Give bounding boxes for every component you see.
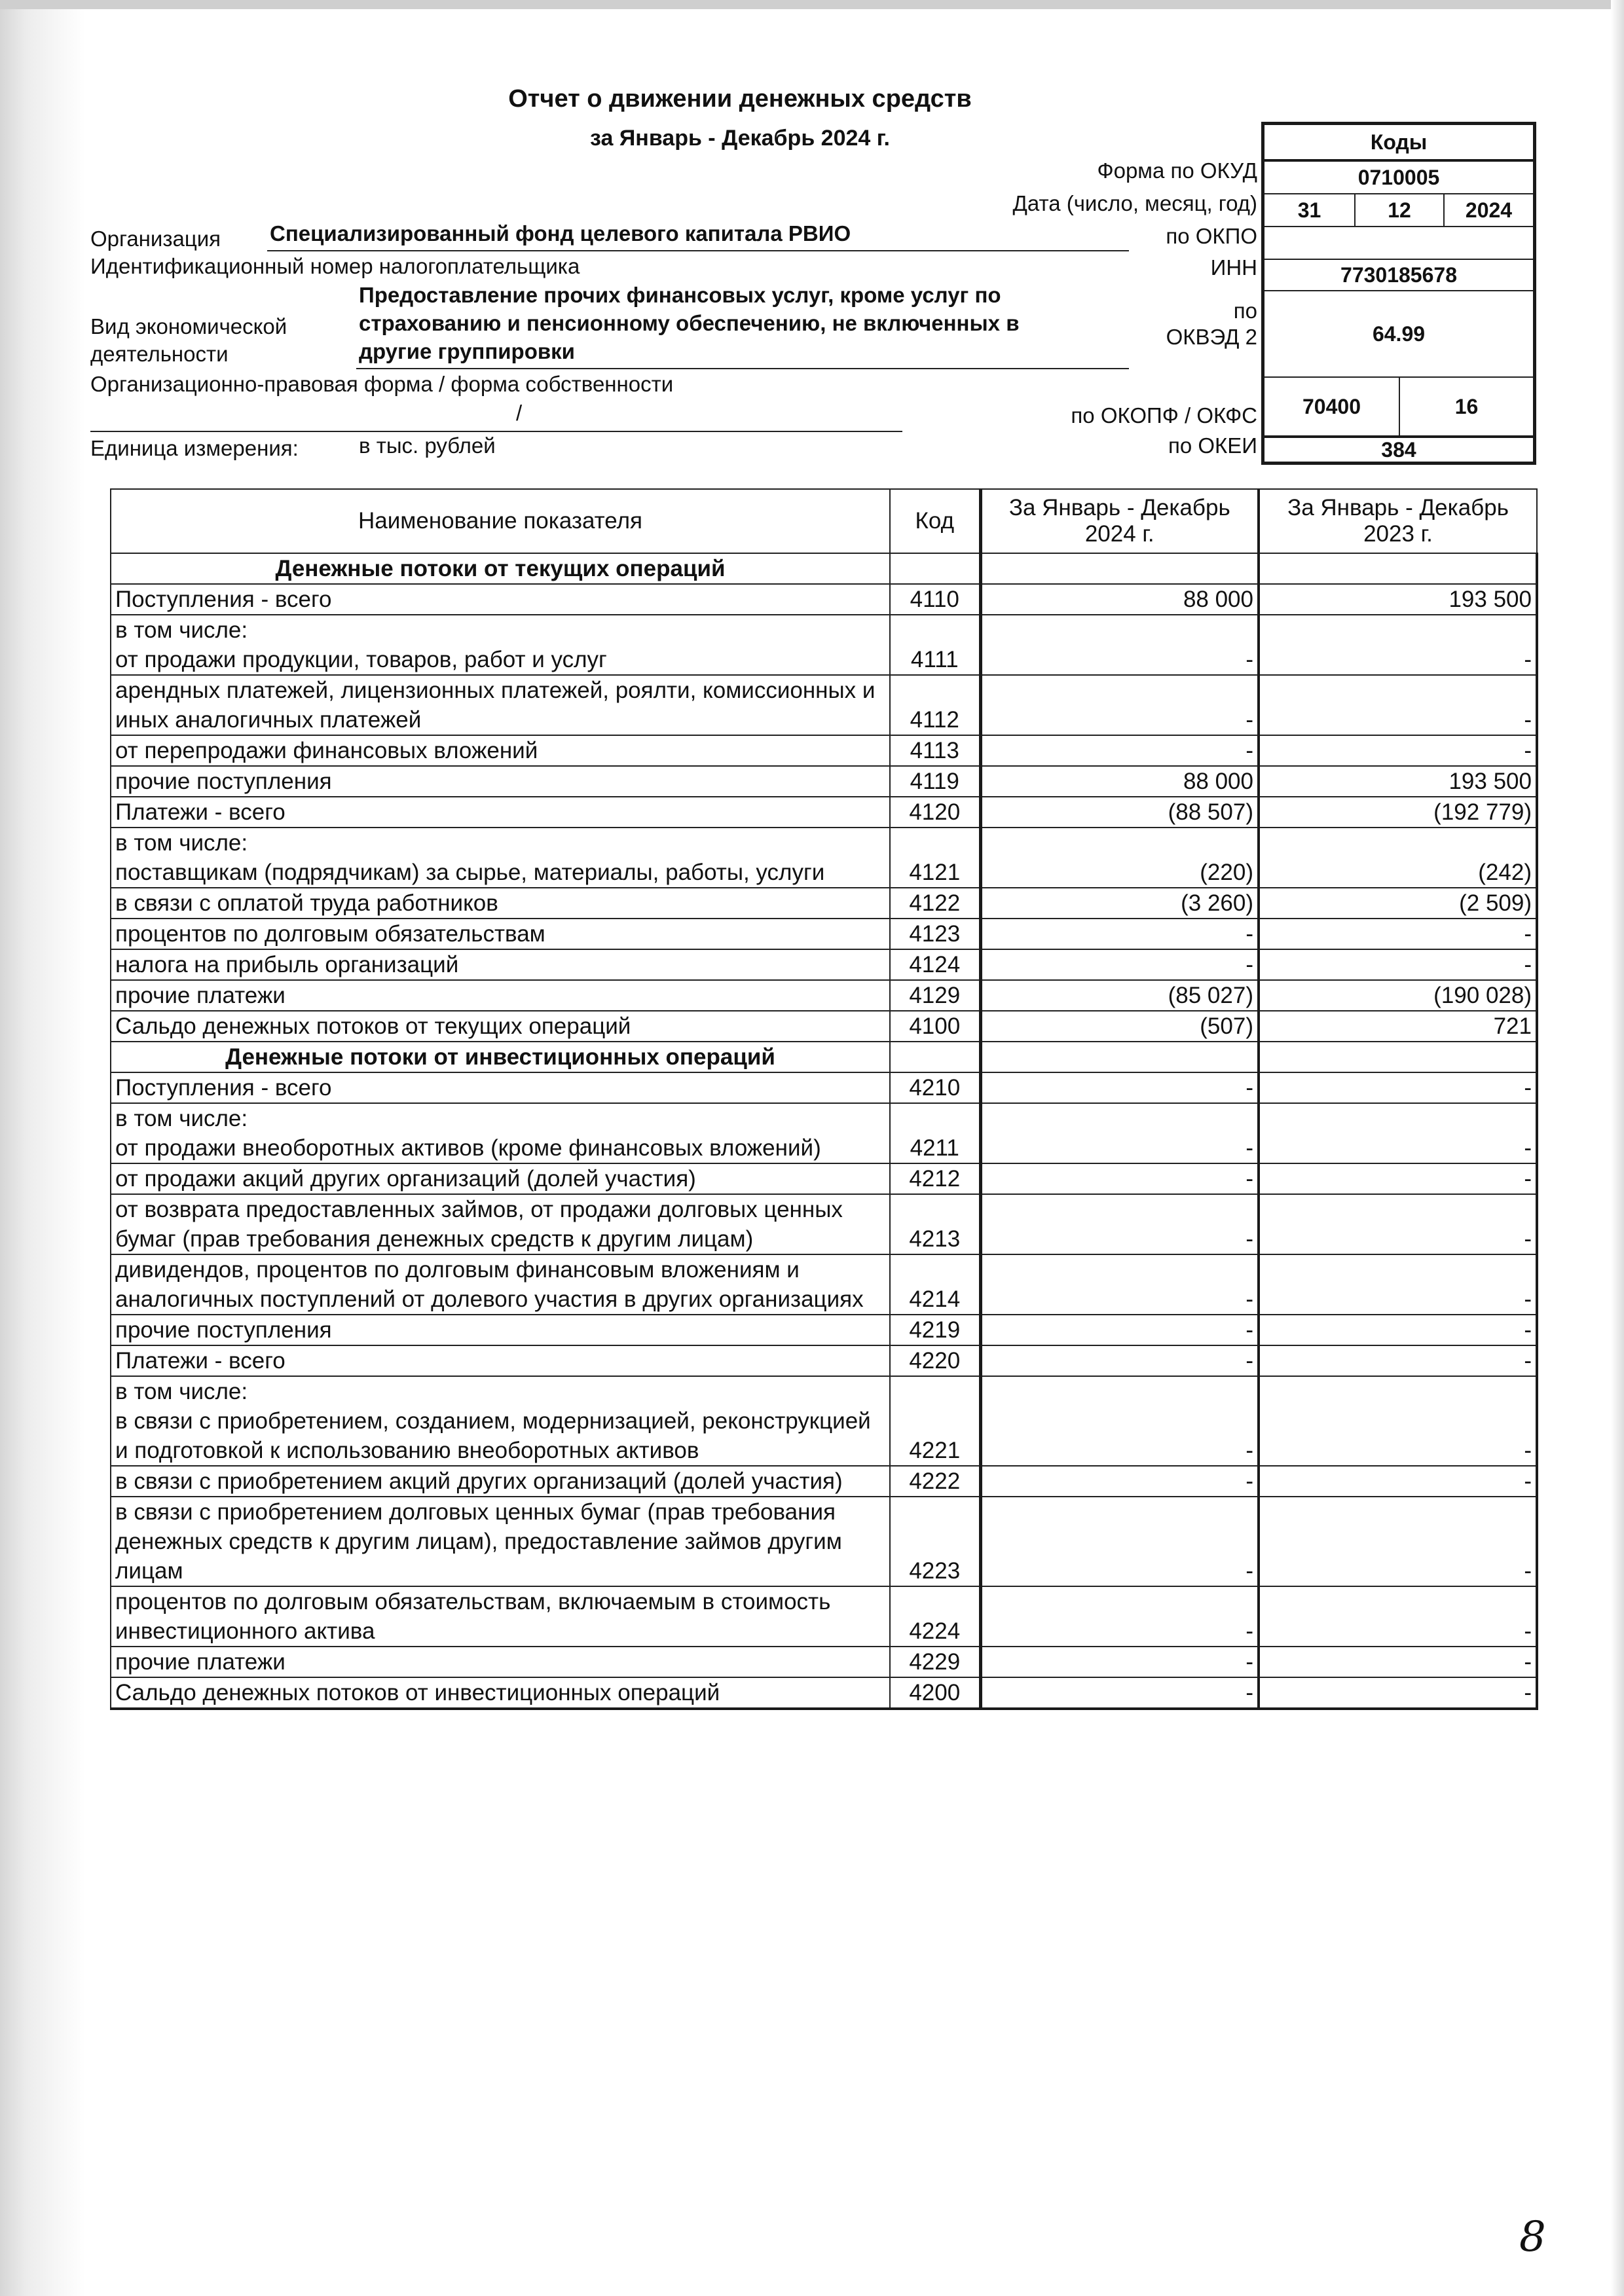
value-2023: - [1259, 1586, 1537, 1647]
row-name: от перепродажи финансовых вложений [111, 735, 890, 766]
table-row [111, 1497, 1537, 1586]
row-name: Платежи - всего [111, 797, 890, 828]
codes-box [1261, 122, 1536, 465]
row-name: Сальдо денежных потоков от текущих операций [111, 1011, 890, 1042]
row-name: в том числе: поставщикам (подрядчикам) за сырье, материалы, работы, услуги [111, 828, 890, 888]
value-2023: - [1259, 1315, 1537, 1345]
table-body [111, 553, 1537, 1709]
okud-label: Форма по ОКУД [1097, 158, 1257, 183]
value-2023: - [1259, 1345, 1537, 1376]
value-2024: - [980, 1072, 1259, 1103]
row-code: 4219 [890, 1315, 980, 1345]
value-2024: - [980, 1497, 1259, 1586]
legal-form-label: Организационно-правовая форма / форма собственности [90, 372, 674, 396]
row-code: 4211 [890, 1103, 980, 1163]
page-number: 8 [1519, 2213, 1546, 2261]
row-code: 4212 [890, 1163, 980, 1194]
value-2024: - [980, 1647, 1259, 1677]
row-name: процентов по долговым обязательствам, включаемым в стоимость инвестиционного актива [111, 1586, 890, 1647]
value-2024: - [980, 1586, 1259, 1647]
okopf-label: по ОКОПФ / ОКФС [1071, 403, 1257, 428]
value-2023: - [1259, 1103, 1537, 1163]
row-name: в связи с оплатой труда работников [111, 888, 890, 919]
row-code: 4213 [890, 1194, 980, 1254]
table-row [111, 1677, 1537, 1709]
row-code: 4222 [890, 1466, 980, 1497]
value-2023: - [1259, 1163, 1537, 1194]
org-label: Организация [90, 227, 221, 251]
row-name: Поступления - всего [111, 584, 890, 615]
value-2024: - [980, 1345, 1259, 1376]
col-2023-header [1259, 489, 1537, 553]
inn-description: Идентификационный номер налогоплательщика [90, 254, 580, 278]
row-name: в том числе: от продажи внеоборотных активов (кроме финансовых вложений) [111, 1103, 890, 1163]
date-day: 31 [1264, 193, 1354, 226]
value-2024: - [980, 1376, 1259, 1466]
value-2024: - [980, 919, 1259, 949]
table-row [111, 735, 1537, 766]
okei-value: 384 [1264, 435, 1533, 462]
empty-cell [890, 1042, 980, 1072]
cash-flow-table [110, 488, 1538, 1710]
value-2024: - [980, 1163, 1259, 1194]
section-title: Денежные потоки от текущих операций [111, 553, 890, 584]
value-2024: 88 000 [980, 584, 1259, 615]
legal-form-value: / [516, 401, 523, 425]
value-2024: - [980, 949, 1259, 980]
value-2023: - [1259, 1194, 1537, 1254]
codes-header: Коды [1370, 130, 1428, 154]
row-code: 4123 [890, 919, 980, 949]
okpo-value [1264, 226, 1533, 259]
value-2024: - [980, 675, 1259, 735]
value-2023: (2 509) [1259, 888, 1537, 919]
row-code: 4110 [890, 584, 980, 615]
row-name: в связи с приобретением акций других организаций (долей участия) [111, 1466, 890, 1497]
okfs-value: 16 [1399, 376, 1533, 435]
value-2023: - [1259, 1376, 1537, 1466]
table-row [111, 919, 1537, 949]
row-code: 4121 [890, 828, 980, 888]
col-2024-line1: За Январь - Декабрь [1008, 495, 1230, 520]
row-name: прочие платежи [111, 1647, 890, 1677]
table-row [111, 1315, 1537, 1345]
row-code: 4210 [890, 1072, 980, 1103]
empty-cell [890, 553, 980, 584]
date-label: Дата (число, месяц, год) [1012, 191, 1257, 215]
row-name: от продажи акций других организаций (долей участия) [111, 1163, 890, 1194]
col-name-header: Наименование показателя [111, 489, 890, 553]
value-2024: (88 507) [980, 797, 1259, 828]
table-row [111, 1072, 1537, 1103]
row-name: в связи с приобретением долговых ценных бумаг (прав требования денежных средств к другим лицам), предоставление займов другим лицам [111, 1497, 890, 1586]
value-2023: 721 [1259, 1011, 1537, 1042]
row-code: 4223 [890, 1497, 980, 1586]
value-2024: 88 000 [980, 766, 1259, 797]
col-code-header: Код [890, 489, 980, 553]
row-code: 4224 [890, 1586, 980, 1647]
okei-label: по ОКЕИ [1168, 433, 1257, 458]
value-2024: (220) [980, 828, 1259, 888]
date-year: 2024 [1443, 193, 1533, 226]
empty-cell [1259, 553, 1537, 584]
scan-right-edge [1611, 0, 1624, 2296]
value-2024: - [980, 615, 1259, 675]
activity-label-2: деятельности [90, 342, 229, 366]
unit-label: Единица измерения: [90, 436, 299, 460]
row-name: процентов по долговым обязательствам [111, 919, 890, 949]
value-2023: - [1259, 1677, 1537, 1709]
row-code: 4113 [890, 735, 980, 766]
value-2024: - [980, 1466, 1259, 1497]
inn-value: 7730185678 [1264, 259, 1533, 290]
col-2023-line2: 2023 г. [1363, 521, 1433, 547]
value-2024: - [980, 1677, 1259, 1709]
legal-form-underline [90, 431, 902, 432]
table-header-row [111, 489, 1537, 553]
table-row [111, 980, 1537, 1011]
value-2023: (242) [1259, 828, 1537, 888]
value-2024: - [980, 1194, 1259, 1254]
table-row [111, 615, 1537, 675]
row-code: 4220 [890, 1345, 980, 1376]
table-row [111, 1466, 1537, 1497]
value-2023: 193 500 [1259, 766, 1537, 797]
row-name: Сальдо денежных потоков от инвестиционных операций [111, 1677, 890, 1709]
value-2024: - [980, 1315, 1259, 1345]
table-row [111, 675, 1537, 735]
value-2023: - [1259, 1072, 1537, 1103]
row-name: от возврата предоставленных займов, от продажи долговых ценных бумаг (прав требования денежных средств к другим лицам) [111, 1194, 890, 1254]
table-row [111, 1194, 1537, 1254]
row-code: 4200 [890, 1677, 980, 1709]
table-row [111, 1345, 1537, 1376]
date-month: 12 [1354, 193, 1443, 226]
activity-label-1: Вид экономической [90, 314, 287, 338]
col-2024-header [980, 489, 1259, 553]
section-row [111, 553, 1537, 584]
okpo-label: по ОКПО [1166, 224, 1257, 248]
row-code: 4112 [890, 675, 980, 735]
row-name: арендных платежей, лицензионных платежей, роялти, комиссионных и иных аналогичных платежей [111, 675, 890, 735]
col-2024-line2: 2024 г. [1084, 521, 1154, 547]
row-code: 4221 [890, 1376, 980, 1466]
value-2023: - [1259, 919, 1537, 949]
scan-left-edge [0, 0, 85, 2296]
report-title: Отчет о движении денежных средств [508, 85, 972, 113]
value-2024: - [980, 1103, 1259, 1163]
value-2024: - [980, 735, 1259, 766]
row-name: налога на прибыль организаций [111, 949, 890, 980]
row-code: 4129 [890, 980, 980, 1011]
value-2023: - [1259, 1647, 1537, 1677]
table-row [111, 1254, 1537, 1315]
table-row [111, 1586, 1537, 1647]
col-2023-line1: За Январь - Декабрь [1287, 495, 1509, 520]
org-underline [267, 250, 1129, 251]
value-2023: - [1259, 675, 1537, 735]
row-name: Поступления - всего [111, 1072, 890, 1103]
value-2024: - [980, 1254, 1259, 1315]
table-row [111, 888, 1537, 919]
value-2023: - [1259, 735, 1537, 766]
activity-line-3: другие группировки [359, 339, 575, 363]
okopf-value: 70400 [1264, 376, 1399, 435]
activity-line-2: страхованию и пенсионному обеспечению, не включенных в [359, 311, 1020, 335]
row-name: в том числе: от продажи продукции, товаров, работ и услуг [111, 615, 890, 675]
table-row [111, 828, 1537, 888]
row-code: 4111 [890, 615, 980, 675]
section-row [111, 1042, 1537, 1072]
value-2023: - [1259, 1466, 1537, 1497]
table-row [111, 797, 1537, 828]
value-2023: - [1259, 1254, 1537, 1315]
table-row [111, 766, 1537, 797]
row-name: прочие поступления [111, 1315, 890, 1345]
table-row [111, 1376, 1537, 1466]
row-name: прочие платежи [111, 980, 890, 1011]
scan-top-edge [0, 0, 1624, 9]
okud-value: 0710005 [1264, 159, 1533, 193]
value-2023: - [1259, 1497, 1537, 1586]
inn-label: ИНН [1210, 255, 1257, 280]
row-code: 4214 [890, 1254, 980, 1315]
activity-underline [356, 368, 1129, 369]
table-row [111, 1103, 1537, 1163]
row-name: прочие поступления [111, 766, 890, 797]
row-name: в том числе: в связи с приобретением, созданием, модернизацией, реконструкцией и подготовкой к использованию внеоборотных активов [111, 1376, 890, 1466]
value-2023: 193 500 [1259, 584, 1537, 615]
table-row [111, 949, 1537, 980]
row-name: дивидендов, процентов по долговым финансовым вложениям и аналогичных поступлений от долевого участия в других организациях [111, 1254, 890, 1315]
table-row [111, 1011, 1537, 1042]
row-code: 4120 [890, 797, 980, 828]
row-code: 4119 [890, 766, 980, 797]
row-name: Платежи - всего [111, 1345, 890, 1376]
value-2024: (507) [980, 1011, 1259, 1042]
row-code: 4100 [890, 1011, 980, 1042]
value-2023: - [1259, 949, 1537, 980]
table-row [111, 1163, 1537, 1194]
table-row [111, 584, 1537, 615]
okved-value: 64.99 [1264, 290, 1533, 376]
empty-cell [980, 553, 1259, 584]
row-code: 4122 [890, 888, 980, 919]
table-row [111, 1647, 1537, 1677]
value-2023: - [1259, 615, 1537, 675]
empty-cell [980, 1042, 1259, 1072]
value-2024: (3 260) [980, 888, 1259, 919]
org-name: Специализированный фонд целевого капитала РВИО [270, 221, 851, 246]
value-2023: (192 779) [1259, 797, 1537, 828]
value-2023: (190 028) [1259, 980, 1537, 1011]
activity-line-1: Предоставление прочих финансовых услуг, кроме услуг по [359, 283, 1001, 307]
value-2024: (85 027) [980, 980, 1259, 1011]
okved-label-2: ОКВЭД 2 [1166, 325, 1257, 349]
row-code: 4229 [890, 1647, 980, 1677]
row-code: 4124 [890, 949, 980, 980]
okved-label-1: по [1233, 299, 1257, 323]
empty-cell [1259, 1042, 1537, 1072]
unit-value: в тыс. рублей [359, 433, 496, 458]
section-title: Денежные потоки от инвестиционных операций [111, 1042, 890, 1072]
report-period: за Январь - Декабрь 2024 г. [590, 126, 890, 151]
